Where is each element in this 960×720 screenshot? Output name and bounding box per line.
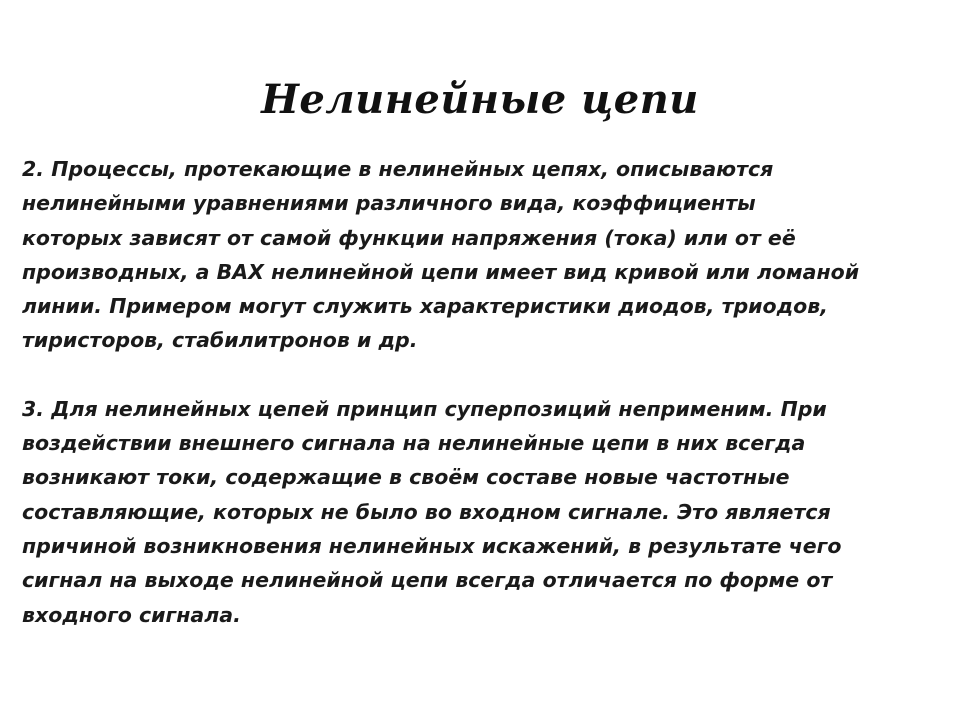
- slide-title: Нелинейные цепи: [261, 76, 699, 123]
- paragraph-3: 3. Для нелинейных цепей принцип суперпозиций неприменим. При воздействии внешнего сигнала на нелинейные цепи в них всегда возникают токи, содержащие в своём составе новые частотные составляющие, которых не было во входном сигнале. Это является причиной возникновения нелинейных искажений, в результате чего сигнал на выходе нелинейной цепи всегда отличается по форме от входного сигнала.: [22, 396, 842, 627]
- paragraph-2: 2. Процессы, протекающие в нелинейных цепях, описываются нелинейными уравнениями различного вида, коэффициенты которых зависят от самой функции напряжения (тока) или от её производных, а ВАХ нелинейной цепи имеет вид кривой или ломаной линии. Примером могут служить характеристики диодов, триодов, тиристоров, стабилитронов и др.: [22, 157, 860, 353]
- slide-body: [22, 152, 942, 632]
